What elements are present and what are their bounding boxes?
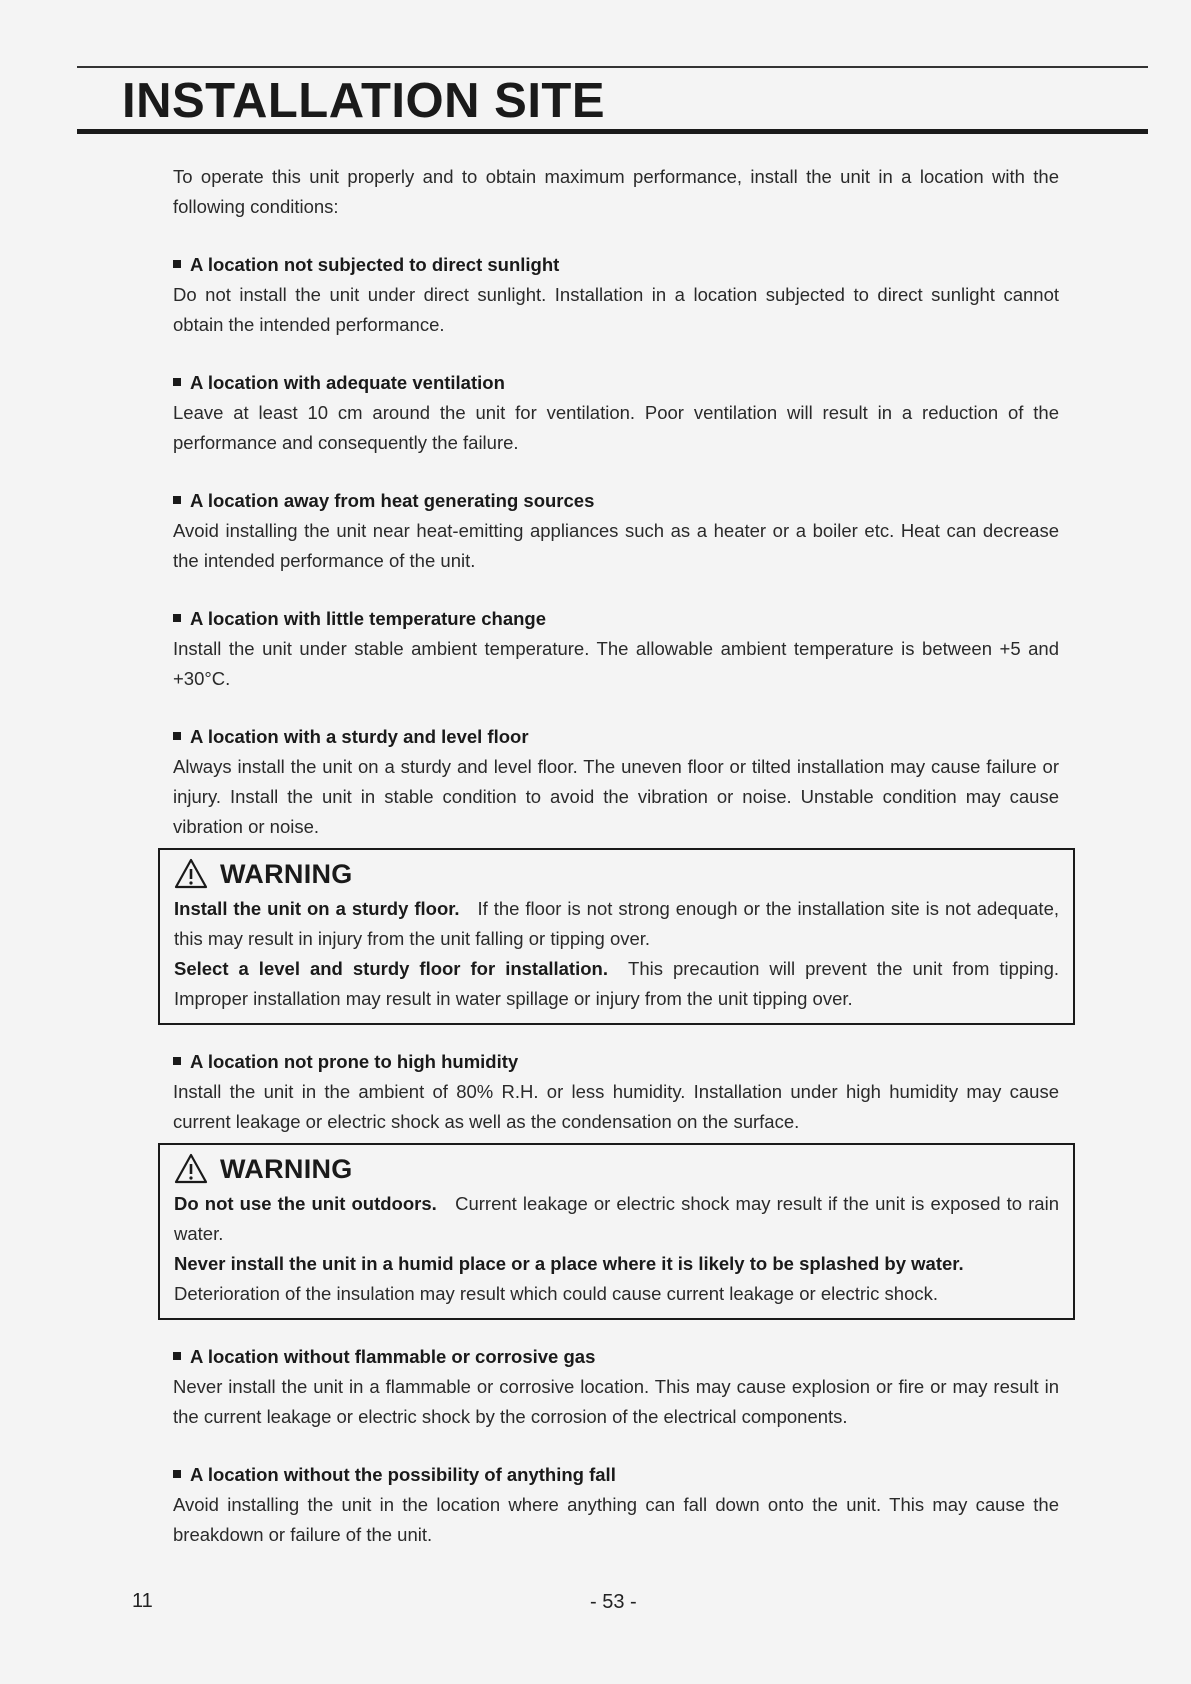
section-heading: A location with little temperature change [173, 604, 1059, 634]
section-heading: A location with a sturdy and level floor [173, 722, 1059, 752]
title-underline [77, 129, 1148, 134]
section-sunlight [173, 250, 1059, 340]
bullet-icon [173, 1057, 181, 1065]
section-heat [173, 486, 1059, 576]
section-body: Never install the unit in a flammable or corrosive location. This may cause explosion or fire or may result in the current leakage or electric shock by the corrosion of the electrical components. [173, 1376, 1059, 1427]
section-body: Leave at least 10 cm around the unit for ventilation. Poor ventilation will result in a reduction of the performance and consequently the failure. [173, 402, 1059, 453]
warning-title: WARNING [220, 1153, 353, 1184]
section-body: Install the unit under stable ambient temperature. The allowable ambient temperature is between +5 and +30°C. [173, 638, 1059, 689]
bullet-icon [173, 260, 181, 268]
section-humidity [173, 1047, 1059, 1137]
bullet-icon [173, 614, 181, 622]
warning-body [174, 894, 1059, 1014]
warning-triangle-icon [174, 858, 208, 890]
section-body: Do not install the unit under direct sunlight. Installation in a location subjected to direct sunlight cannot obtain the intended performance. [173, 284, 1059, 335]
section-floor [173, 722, 1059, 842]
top-rule [77, 66, 1148, 68]
section-ventilation [173, 368, 1059, 458]
warning-bold-text: Install the unit on a sturdy floor. [174, 898, 460, 919]
warning-bold-text: Never install the unit in a humid place or a place where it is likely to be splashed by water. [174, 1253, 964, 1274]
content [173, 162, 1059, 1550]
warning-header [174, 854, 1059, 894]
section-number: 11 [132, 1590, 153, 1612]
bullet-icon [173, 732, 181, 740]
warning-text: This precaution will prevent the unit from tipping. Improper installation may result in water spillage or injury from the unit tipping over. [174, 958, 1060, 1009]
section-heading: A location away from heat generating sources [173, 486, 1059, 516]
section-body: Install the unit in the ambient of 80% R.H. or less humidity. Installation under high humidity may cause current leakage or electric shock as well as the condensation on the surface. [173, 1081, 1059, 1132]
section-heading: A location without flammable or corrosive gas [173, 1342, 1059, 1372]
warning-box-floor [158, 848, 1075, 1025]
section-heading: A location not subjected to direct sunlight [173, 250, 1059, 280]
section-heading: A location with adequate ventilation [173, 368, 1059, 398]
section-falling [173, 1460, 1059, 1550]
warning-bold-text: Do not use the unit outdoors. [174, 1193, 437, 1214]
bullet-icon [173, 496, 181, 504]
intro-paragraph: To operate this unit properly and to obtain maximum performance, install the unit in a location with the following conditions: [173, 166, 1059, 217]
warning-text: Current leakage or electric shock may result if the unit is exposed to rain water. [174, 1193, 1059, 1244]
section-heading: A location not prone to high humidity [173, 1047, 1059, 1077]
section-temperature [173, 604, 1059, 694]
bullet-icon [173, 1352, 181, 1360]
warning-bold-text: Select a level and sturdy floor for installation. [174, 958, 608, 979]
page-number: - 53 - [590, 1591, 637, 1613]
section-heading: A location without the possibility of anything fall [173, 1460, 1059, 1490]
bullet-icon [173, 378, 181, 386]
section-body: Avoid installing the unit in the location where anything can fall down onto the unit. This may cause the breakdown or failure of the unit. [173, 1494, 1059, 1545]
warning-title: WARNING [220, 858, 353, 889]
page-title: INSTALLATION SITE [122, 74, 606, 128]
warning-text: Deterioration of the insulation may result which could cause current leakage or electric shock. [174, 1283, 939, 1304]
section-body: Always install the unit on a sturdy and level floor. The uneven floor or tilted installation may cause failure or injury. Install the unit in stable condition to avoid the vibration or noise. Unstable condition may cause vibration or noise. [173, 756, 1059, 837]
warning-box-humidity [158, 1143, 1075, 1320]
warning-triangle-icon [174, 1153, 208, 1185]
warning-text: If the floor is not strong enough or the installation site is not adequate, this may result in injury from the unit falling or tipping over. [174, 898, 1059, 949]
warning-body [174, 1189, 1059, 1309]
warning-header [174, 1149, 1059, 1189]
section-flammable [173, 1342, 1059, 1432]
section-body: Avoid installing the unit near heat-emitting appliances such as a heater or a boiler etc. Heat can decrease the intended performance of the unit. [173, 520, 1059, 571]
bullet-icon [173, 1470, 181, 1478]
